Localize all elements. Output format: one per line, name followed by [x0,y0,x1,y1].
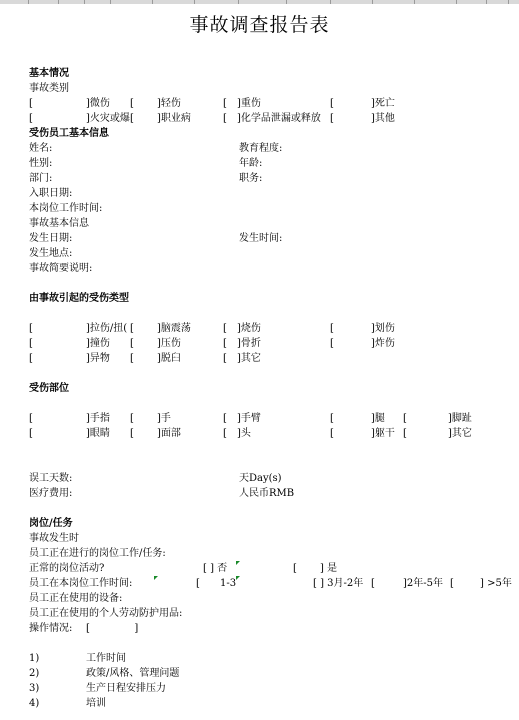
bracket-open: [ [223,98,227,109]
injury-crush[interactable]: ]压伤 [157,338,181,349]
bracket-open: [ [223,113,227,124]
factor-num: 1) [29,653,40,664]
bracket-open: [ [450,578,454,589]
type-fire[interactable]: ]火灾或爆 [86,113,130,124]
desc-label: 事故简要说明: [29,263,93,274]
hire-date-label: 入职日期: [29,188,73,199]
injury-other[interactable]: ]其它 [237,353,261,364]
tenure-option-1[interactable]: 1-3 [220,578,237,589]
type-death[interactable]: ]死亡 [371,98,395,109]
bracket-open: [ [29,338,33,349]
body-part-heading: 受伤部位 [29,383,69,394]
tenure-label: 本岗位工作时间: [29,203,103,214]
part-torso[interactable]: ]躯干 [371,428,395,439]
bracket-open: [ [403,413,407,424]
job-when: 事故发生时 [29,533,79,544]
job-tenure-label: 员工在本岗位工作时间: [29,578,133,589]
gender-label: 性别: [29,158,53,169]
bracket-open: [ [130,323,134,334]
bracket-open: [ [330,413,334,424]
bracket-open: [ [223,338,227,349]
days-unit: 天Day(s) [239,473,282,484]
part-face[interactable]: ]面部 [157,428,181,439]
tenure-option-4[interactable]: ] >5年 [480,578,512,589]
spreadsheet-column-strip [0,0,519,4]
days-label: 误工天数: [29,473,73,484]
bracket-open: [ [223,428,227,439]
bracket-open: [ [130,113,134,124]
bracket-open: [ [223,323,227,334]
job-task-label: 员工正在进行的岗位工作/任务: [29,548,166,559]
bracket-open: [ [130,353,134,364]
part-leg[interactable]: ]腿 [371,413,385,424]
bracket-open: [ [29,113,33,124]
type-chemical[interactable]: ]化学品泄漏或释放 [237,113,321,124]
factor-num: 3) [29,683,40,694]
type-occupational[interactable]: ]职业病 [157,113,191,124]
cost-unit: 人民币RMB [239,488,295,499]
basic-heading: 基本情况 [29,68,69,79]
factor-text: 工作时间 [86,653,126,664]
bracket-open: [ [29,98,33,109]
injury-burn[interactable]: ]烧伤 [237,323,261,334]
operation-field[interactable]: [ ] [86,623,139,634]
part-other[interactable]: ]其它 [448,428,472,439]
job-ppe-label: 员工正在使用的个人劳动防护用品: [29,608,183,619]
education-label: 教育程度: [239,143,283,154]
cell-comment-marker [236,576,240,580]
dept-label: 部门: [29,173,53,184]
routine-yes-option[interactable]: ] 是 [320,563,338,574]
type-other[interactable]: ]其他 [371,113,395,124]
factor-num: 2) [29,668,40,679]
part-head[interactable]: ]头 [237,428,251,439]
part-hand[interactable]: ]手 [157,413,171,424]
cell-comment-marker [236,561,240,565]
bracket-open: [ [29,428,33,439]
bracket-open: [ [130,338,134,349]
bracket-open: [ [330,338,334,349]
bracket-open: [ [196,578,200,589]
job-equipment-label: 员工正在使用的设备: [29,593,123,604]
factor-text: 培训 [86,698,106,709]
part-toe[interactable]: ]脚趾 [448,413,472,424]
part-finger[interactable]: ]手指 [86,413,110,424]
bracket-open: [ [330,98,334,109]
bracket-open: [ [371,578,375,589]
time-label: 发生时间: [239,233,283,244]
bracket-open: [ [223,353,227,364]
cost-label: 医疗费用: [29,488,73,499]
bracket-open: [ [403,428,407,439]
bracket-open: [ [293,563,297,574]
injury-blast[interactable]: ]炸伤 [371,338,395,349]
name-label: 姓名: [29,143,53,154]
type-minor[interactable]: ]微伤 [86,98,110,109]
type-serious[interactable]: ]重伤 [237,98,261,109]
injury-foreign-body[interactable]: ]异物 [86,353,110,364]
part-arm[interactable]: ]手臂 [237,413,261,424]
injury-dislocation[interactable]: ]脱臼 [157,353,181,364]
bracket-open: [ [130,98,134,109]
bracket-open: [ [130,413,134,424]
injury-bruise[interactable]: ]撞伤 [86,338,110,349]
bracket-open: [ [29,323,33,334]
injury-strain[interactable]: ]拉伤/扭( [86,323,128,334]
factor-text: 生产日程安排压力 [86,683,166,694]
employee-heading: 受伤员工基本信息 [29,128,109,139]
place-label: 发生地点: [29,248,73,259]
bracket-open: [ [130,428,134,439]
page-title: 事故调查报告表 [189,14,330,36]
job-heading: 岗位/任务 [29,518,73,529]
job-operation-label: 操作情况: [29,623,73,634]
date-label: 发生日期: [29,233,73,244]
routine-no-option[interactable]: [ ] 否 [203,563,228,574]
factor-text: 政策/风格、管理问题 [86,668,180,679]
age-label: 年龄: [239,158,263,169]
injury-cut[interactable]: ]划伤 [371,323,395,334]
part-eye[interactable]: ]眼睛 [86,428,110,439]
job-routine-label: 正常的岗位活动? [29,563,105,574]
cell-comment-marker [154,576,158,580]
bracket-open: [ [29,353,33,364]
accident-heading: 事故基本信息 [29,218,89,229]
injury-concussion[interactable]: ]脑震荡 [157,323,191,334]
factor-num: 4) [29,698,40,709]
bracket-open: [ [330,428,334,439]
bracket-open: [ [330,113,334,124]
injury-fracture[interactable]: ]骨折 [237,338,261,349]
tenure-option-2[interactable]: [ ] 3月-2年 [313,578,364,589]
position-label: 职务: [239,173,263,184]
bracket-open: [ [330,323,334,334]
tenure-option-3[interactable]: ]2年-5年 [403,578,444,589]
type-light[interactable]: ]轻伤 [157,98,181,109]
injury-type-heading: 由事故引起的受伤类型 [29,293,129,304]
bracket-open: [ [29,413,33,424]
bracket-open: [ [223,413,227,424]
accident-type-label: 事故类别 [29,83,69,94]
